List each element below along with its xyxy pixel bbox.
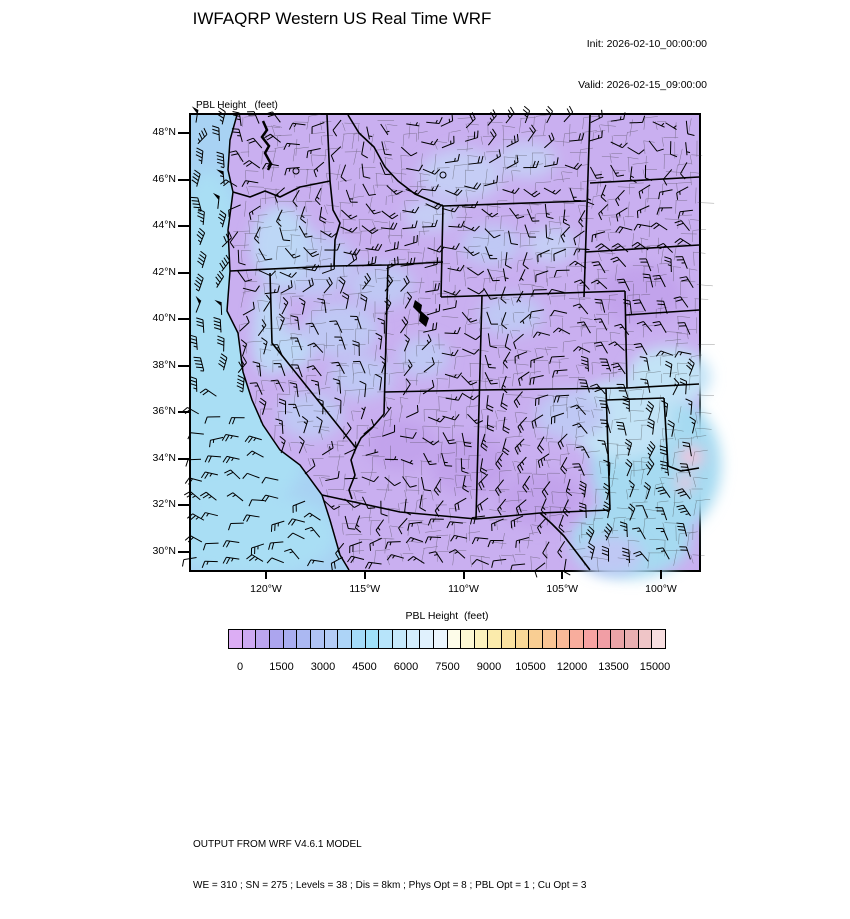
lat-tick-label: 32°N bbox=[128, 498, 176, 510]
footer-line1: OUTPUT FROM WRF V4.6.1 MODEL bbox=[193, 838, 586, 852]
lat-tick-label: 42°N bbox=[128, 266, 176, 278]
colorbar-cell bbox=[502, 630, 516, 648]
colorbar-cell bbox=[229, 630, 243, 648]
colorbar-tick-label: 10500 bbox=[499, 661, 563, 673]
lon-tick bbox=[561, 570, 563, 579]
lon-tick-label: 105°W bbox=[532, 583, 592, 595]
lat-tick-label: 30°N bbox=[128, 545, 176, 557]
init-time: Init: 2026-02-10_00:00:00 bbox=[578, 38, 707, 52]
page-title: IWFAQRP Western US Real Time WRF bbox=[193, 9, 492, 29]
colorbar-tick-label: 7500 bbox=[416, 661, 480, 673]
colorbar-cell bbox=[557, 630, 571, 648]
colorbar-tick-label: 6000 bbox=[374, 661, 438, 673]
colorbar-cell bbox=[543, 630, 557, 648]
colorbar-cell bbox=[584, 630, 598, 648]
lat-tick-label: 38°N bbox=[128, 359, 176, 371]
lat-tick bbox=[178, 225, 190, 227]
model-times bbox=[578, 11, 707, 119]
colorbar-cell bbox=[461, 630, 475, 648]
colorbar-cell bbox=[270, 630, 284, 648]
colorbar-cell bbox=[407, 630, 421, 648]
colorbar-cell bbox=[325, 630, 339, 648]
lon-tick-label: 120°W bbox=[236, 583, 296, 595]
colorbar-tick-label: 4500 bbox=[333, 661, 397, 673]
lon-tick-label: 100°W bbox=[631, 583, 691, 595]
lat-tick bbox=[178, 551, 190, 553]
colorbar-cell bbox=[338, 630, 352, 648]
colorbar-cell bbox=[379, 630, 393, 648]
colorbar-cell bbox=[529, 630, 543, 648]
valid-time: Valid: 2026-02-15_09:00:00 bbox=[578, 79, 707, 93]
lon-tick bbox=[364, 570, 366, 579]
colorbar-cell bbox=[243, 630, 257, 648]
colorbar-tick-label: 12000 bbox=[540, 661, 604, 673]
colorbar-cell bbox=[311, 630, 325, 648]
colorbar-cell bbox=[448, 630, 462, 648]
lat-tick-label: 48°N bbox=[128, 126, 176, 138]
lat-tick bbox=[178, 272, 190, 274]
footer-line2: WE = 310 ; SN = 275 ; Levels = 38 ; Dis = 8km ; Phys Opt = 8 ; PBL Opt = 1 ; Cu Opt = 3 bbox=[193, 879, 586, 893]
lat-tick-label: 34°N bbox=[128, 452, 176, 464]
lat-tick bbox=[178, 504, 190, 506]
lat-tick bbox=[178, 458, 190, 460]
colorbar-cell bbox=[366, 630, 380, 648]
lon-tick-label: 110°W bbox=[434, 583, 494, 595]
colorbar-cell bbox=[516, 630, 530, 648]
lon-tick bbox=[463, 570, 465, 579]
colorbar-title: PBL Height (feet) bbox=[347, 610, 547, 622]
colorbar-cell bbox=[598, 630, 612, 648]
lon-tick bbox=[660, 570, 662, 579]
lon-tick bbox=[265, 570, 267, 579]
colorbar-cell bbox=[611, 630, 625, 648]
colorbar-cell bbox=[475, 630, 489, 648]
lat-tick bbox=[178, 411, 190, 413]
field-label: PBL Height (feet) bbox=[196, 99, 297, 112]
colorbar-cell bbox=[639, 630, 653, 648]
lon-tick-label: 115°W bbox=[335, 583, 395, 595]
colorbar-cell bbox=[488, 630, 502, 648]
colorbar-cell bbox=[652, 630, 665, 648]
colorbar-cell bbox=[256, 630, 270, 648]
colorbar-tick-label: 1500 bbox=[250, 661, 314, 673]
pbl-height-map bbox=[191, 115, 699, 570]
colorbar-tick-label: 3000 bbox=[291, 661, 355, 673]
colorbar-cell bbox=[393, 630, 407, 648]
colorbar-cell bbox=[297, 630, 311, 648]
lat-tick-label: 36°N bbox=[128, 405, 176, 417]
lat-tick bbox=[178, 365, 190, 367]
colorbar-tick-label: 13500 bbox=[582, 661, 646, 673]
lat-tick bbox=[178, 318, 190, 320]
colorbar-cell bbox=[434, 630, 448, 648]
colorbar-cell bbox=[625, 630, 639, 648]
colorbar-tick-label: 0 bbox=[208, 661, 272, 673]
lat-tick-label: 44°N bbox=[128, 219, 176, 231]
lat-tick bbox=[178, 179, 190, 181]
colorbar-tick-label: 15000 bbox=[623, 661, 687, 673]
map-canvas bbox=[189, 113, 701, 572]
footer-notes bbox=[193, 811, 586, 919]
colorbar-cell bbox=[352, 630, 366, 648]
lat-tick-label: 40°N bbox=[128, 312, 176, 324]
colorbar-cell bbox=[284, 630, 298, 648]
lat-tick-label: 46°N bbox=[128, 173, 176, 185]
lat-tick bbox=[178, 132, 190, 134]
colorbar bbox=[228, 629, 666, 649]
colorbar-cell bbox=[570, 630, 584, 648]
colorbar-cell bbox=[420, 630, 434, 648]
colorbar-tick-label: 9000 bbox=[457, 661, 521, 673]
